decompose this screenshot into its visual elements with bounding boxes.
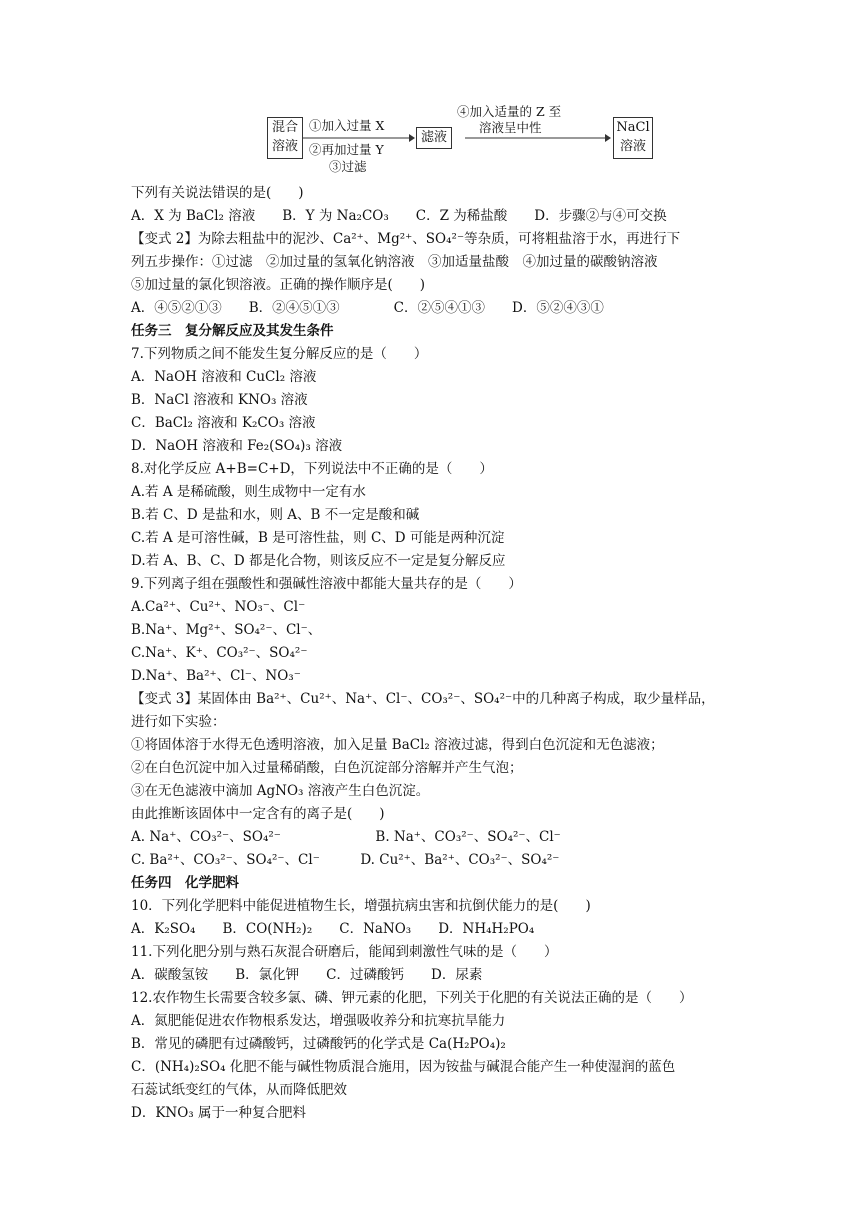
box-label: 溶液 — [619, 139, 646, 154]
box-label: NaCl — [616, 120, 650, 135]
text-line: C．(NH₄)₂SO₄ 化肥不能与碱性物质混合施用，因为铵盐与碱混合能产生一种使湿润的蓝色 — [131, 1059, 676, 1075]
text-line: D.若 A、B、C、D 都是化合物，则该反应不一定是复分解反应 — [131, 553, 506, 569]
text-line: B．常见的磷肥有过磷酸钙，过磷酸钙的化学式是 Ca(H₂PO₄)₂ — [131, 1036, 506, 1052]
text-line: 11.下列化肥分别与熟石灰混合研磨后，能闻到刺激性气味的是（ ） — [131, 944, 558, 960]
step-label: ②再加过量 Y — [309, 142, 384, 157]
text-line: D．KNO₃ 属于一种复合肥料 — [131, 1105, 306, 1121]
mixed-solution-box — [267, 117, 303, 159]
process-flow-diagram — [267, 102, 767, 172]
text-line: A.Ca²⁺、Cu²⁺、NO₃⁻、Cl⁻ — [131, 599, 306, 615]
text-line: A．NaOH 溶液和 CuCl₂ 溶液 — [131, 369, 317, 385]
text-line: D.Na⁺、Ba²⁺、Cl⁻、NO₃⁻ — [131, 668, 301, 684]
text-line: 【变式 3】某固体由 Ba²⁺、Cu²⁺、Na⁺、Cl⁻、CO₃²⁻、SO₄²⁻中的几种离子构成，取少量样品， — [131, 691, 715, 707]
text-line: A．K₂SO₄ B．CO(NH₂)₂ C．NaNO₃ D．NH₄H₂PO₄ — [131, 921, 535, 937]
filtrate-box: 滤液 — [416, 127, 452, 149]
text-line: B．NaCl 溶液和 KNO₃ 溶液 — [131, 392, 308, 408]
text-line: 7.下列物质之间不能发生复分解反应的是（ ） — [131, 346, 428, 362]
text-line: 8.对化学反应 A+B=C+D，下列说法中不正确的是（ ） — [131, 461, 493, 477]
text-line: A．④⑤②①③ B．②④⑤①③ C．②⑤④①③ D．⑤②④③① — [131, 300, 604, 316]
text-line: C．BaCl₂ 溶液和 K₂CO₃ 溶液 — [131, 415, 316, 431]
box-label: 混合 — [271, 120, 298, 135]
text-line: A．碳酸氢铵 B．氯化钾 C．过磷酸钙 D．尿素 — [131, 967, 483, 983]
text-line: C.若 A 是可溶性碱，B 是可溶性盐，则 C、D 可能是两种沉淀 — [131, 530, 505, 546]
text-line: B.若 C、D 是盐和水，则 A、B 不一定是酸和碱 — [131, 507, 420, 523]
section-heading: 任务四 化学肥料 — [131, 875, 239, 891]
step-label: ④加入适量的 Z 至 — [457, 104, 562, 119]
text-line: B.Na⁺、Mg²⁺、SO₄²⁻、Cl⁻、 — [131, 622, 322, 638]
text-line: 列五步操作：①过滤 ②加过量的氢氧化钠溶液 ③加适量盐酸 ④加过量的碳酸钠溶液 — [131, 254, 658, 270]
nacl-solution-box — [613, 117, 653, 159]
text-line: ⑤加过量的氯化钡溶液。正确的操作顺序是( ) — [131, 277, 426, 293]
text-line: ①将固体溶于水得无色透明溶液，加入足量 BaCl₂ 溶液过滤，得到白色沉淀和无色滤液； — [131, 737, 664, 753]
text-line: 石蕊试纸变红的气体，从而降低肥效 — [131, 1082, 347, 1098]
text-line: 【变式 2】为除去粗盐中的泥沙、Ca²⁺、Mg²⁺、SO₄²⁻等杂质，可将粗盐溶于水，再进行下 — [131, 231, 681, 247]
text-line: D．NaOH 溶液和 Fe₂(SO₄)₃ 溶液 — [131, 438, 343, 454]
text-line: 9.下列离子组在强酸性和强碱性溶液中都能大量共存的是（ ） — [131, 576, 522, 592]
text-line: A.若 A 是稀硫酸，则生成物中一定有水 — [131, 484, 366, 500]
step-label: ③过滤 — [329, 159, 367, 174]
text-line: 由此推断该固体中一定含有的离子是( ) — [131, 806, 385, 822]
text-line: ②在白色沉淀中加入过量稀硝酸，白色沉淀部分溶解并产生气泡； — [131, 760, 523, 776]
text-line: A. Na⁺、CO₃²⁻、SO₄²⁻ B. Na⁺、CO₃²⁻、SO₄²⁻、Cl⁻ — [131, 829, 561, 845]
text-line: A．氮肥能促进农作物根系发达，增强吸收养分和抗寒抗旱能力 — [131, 1013, 506, 1029]
step-label: 溶液呈中性 — [479, 120, 542, 135]
text-line: ③在无色滤液中滴加 AgNO₃ 溶液产生白色沉淀。 — [131, 783, 430, 799]
step-label: ①加入过量 X — [309, 118, 385, 133]
text-line: 12.农作物生长需要含较多氯、磷、钾元素的化肥，下列关于化肥的有关说法正确的是（ ） — [131, 990, 693, 1006]
text-line: 10．下列化学肥料中能促进植物生长，增强抗病虫害和抗倒伏能力的是( ) — [131, 898, 591, 914]
text-line: A．X 为 BaCl₂ 溶液 B．Y 为 Na₂CO₃ C．Z 为稀盐酸 D．步骤②与④可交换 — [131, 208, 667, 224]
text-line: 进行如下实验： — [131, 714, 226, 730]
box-label: 溶液 — [271, 139, 298, 154]
text-line: C. Ba²⁺、CO₃²⁻、SO₄²⁻、Cl⁻ D. Cu²⁺、Ba²⁺、CO₃²⁻、SO₄²⁻ — [131, 852, 560, 868]
text-line: 下列有关说法错误的是( ) — [131, 185, 304, 201]
text-line: C.Na⁺、K⁺、CO₃²⁻、SO₄²⁻ — [131, 645, 308, 661]
section-heading: 任务三 复分解反应及其发生条件 — [131, 323, 334, 339]
